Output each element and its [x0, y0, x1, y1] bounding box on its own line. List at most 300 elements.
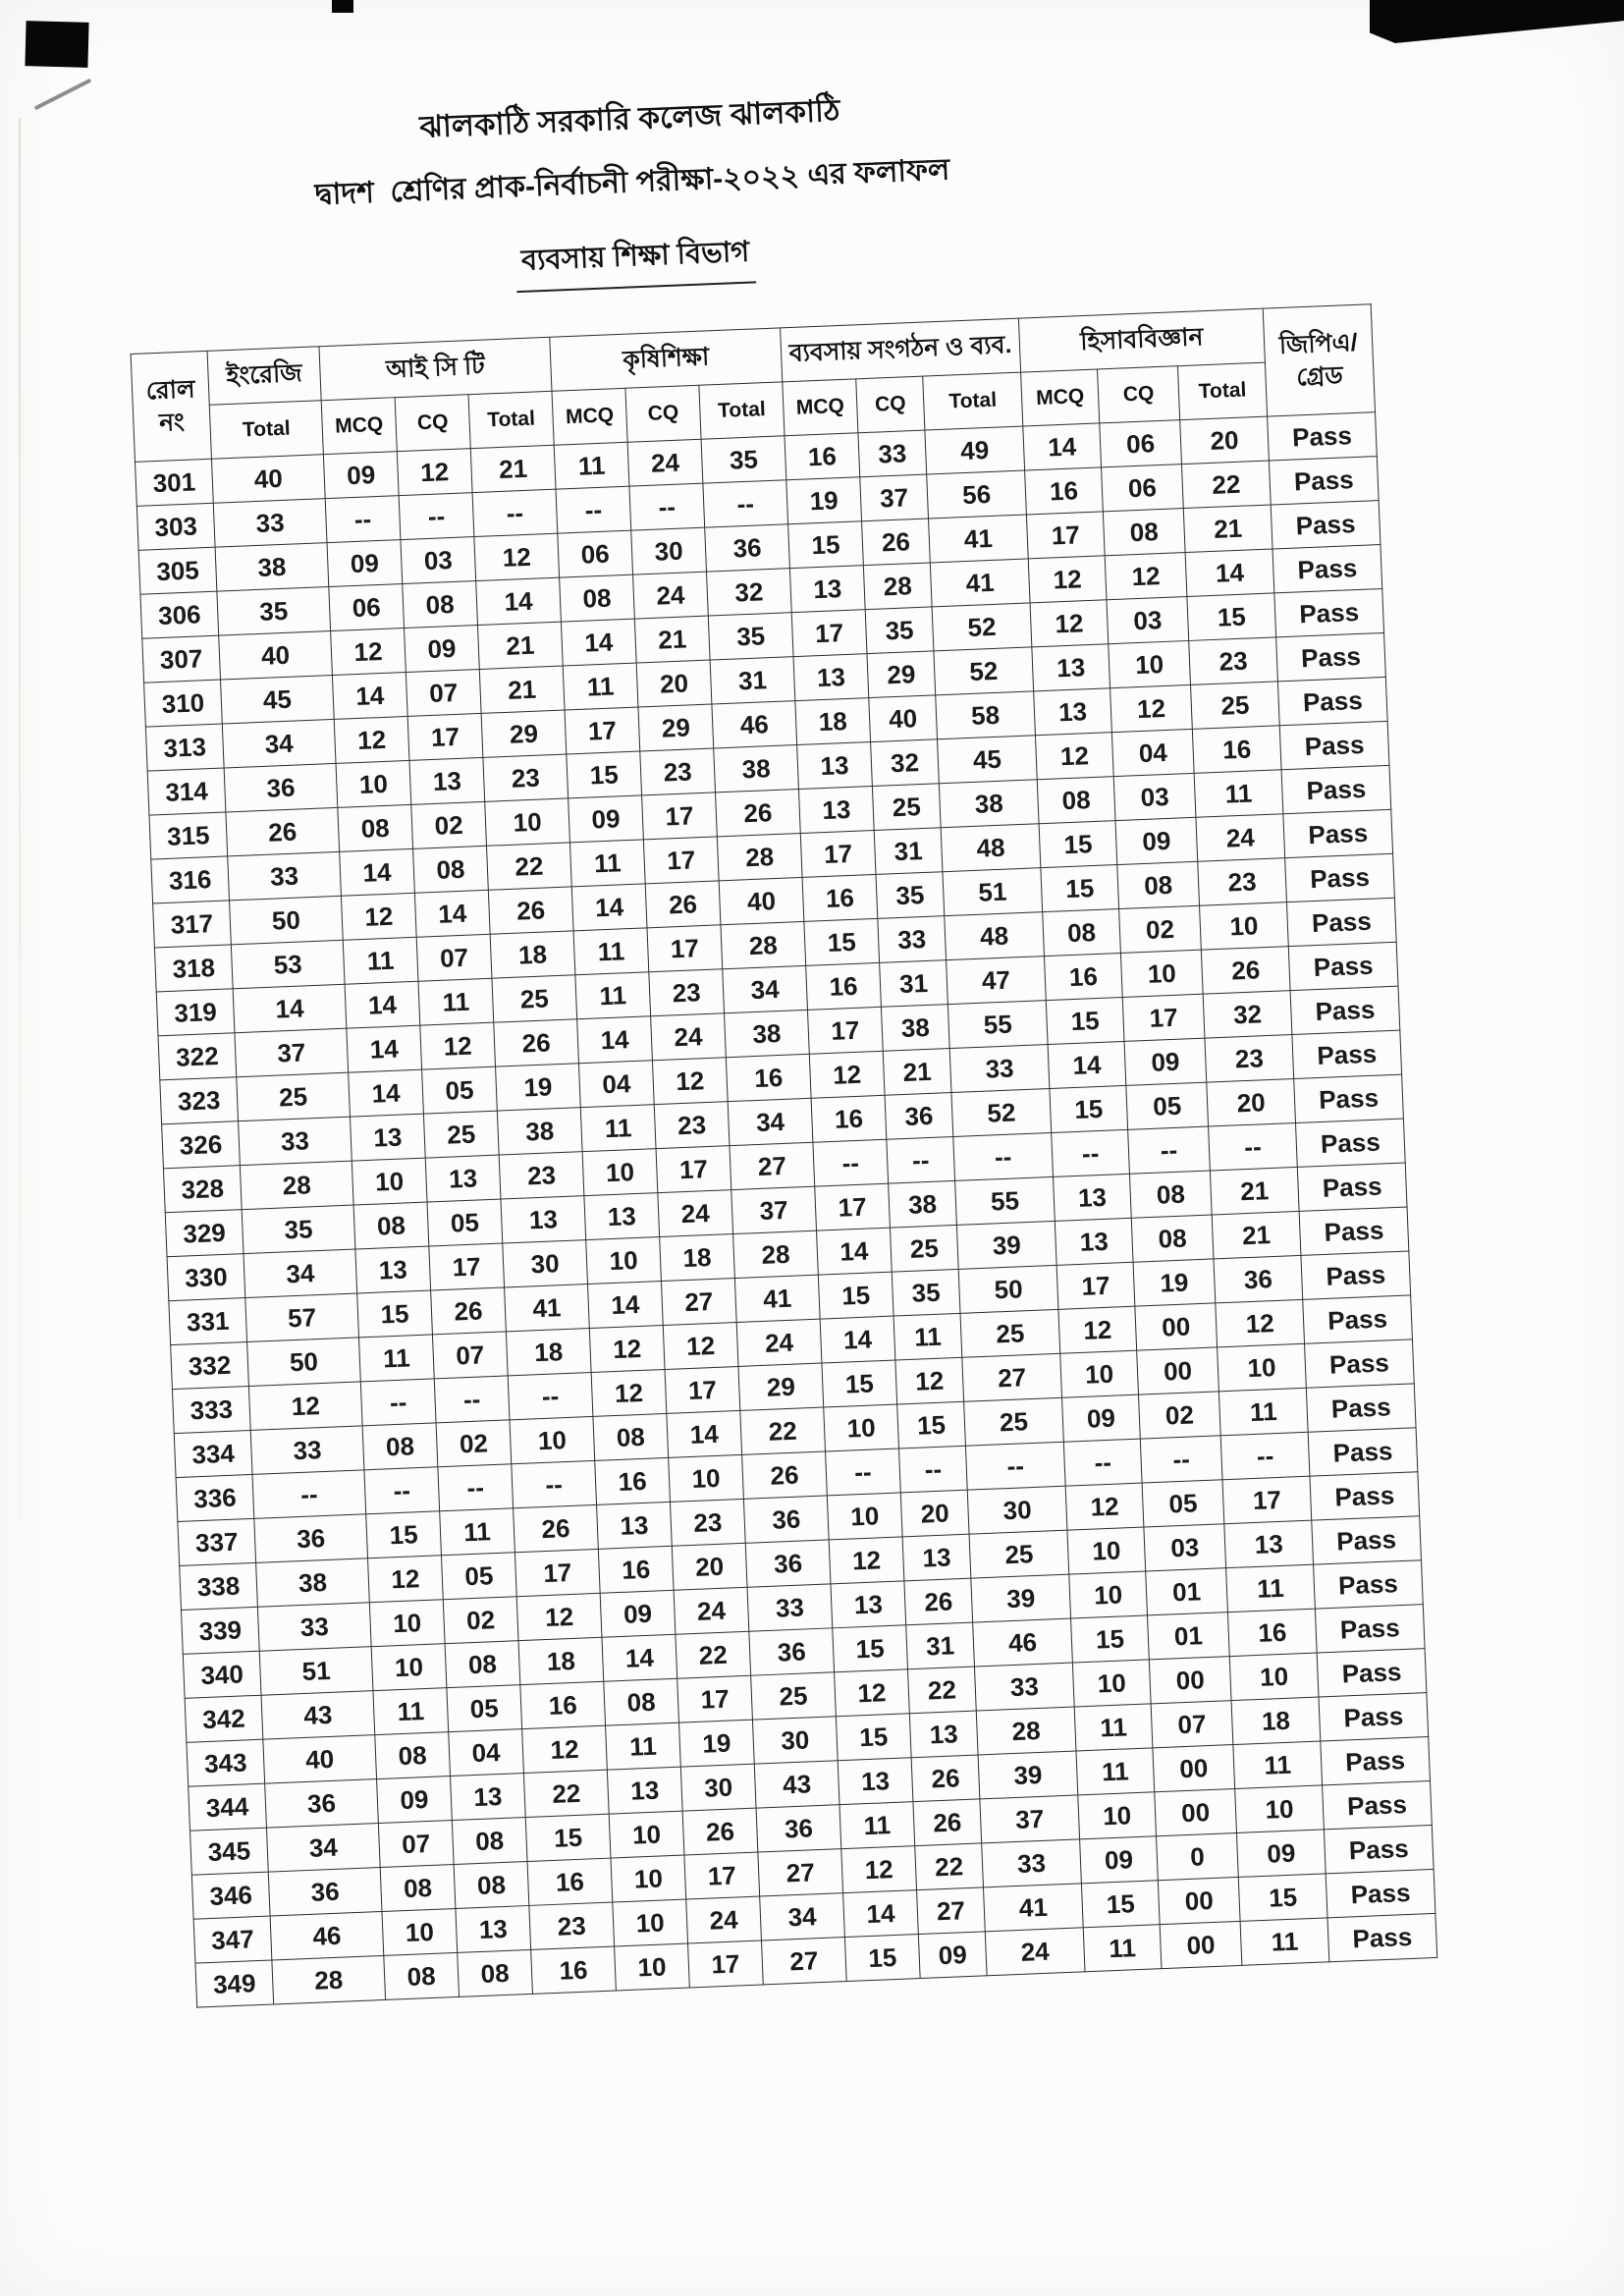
roll-cell: 340 — [183, 1651, 261, 1698]
grade-cell: Pass — [1301, 1251, 1411, 1299]
acc-cq-cell: -- — [1140, 1436, 1222, 1483]
ict-total-cell: 10 — [485, 798, 570, 846]
acc-total-cell: -- — [1220, 1432, 1310, 1480]
grade-cell: Pass — [1279, 721, 1389, 769]
ict-cq-cell: 02 — [436, 1420, 512, 1467]
grade-cell: Pass — [1327, 1913, 1437, 1961]
acc-cq-cell: 0 — [1157, 1832, 1239, 1880]
acc-cq-cell: 08 — [1117, 861, 1200, 908]
ict-mcq-cell: 08 — [380, 1865, 456, 1912]
grade-cell: Pass — [1288, 942, 1398, 990]
agri-total-cell: 31 — [710, 657, 795, 704]
ict-mcq-cell: 12 — [331, 629, 406, 676]
grade-cell: Pass — [1319, 1693, 1429, 1741]
roll-cell: 317 — [153, 901, 232, 948]
acc-total-cell: 11 — [1194, 770, 1283, 818]
bus-total-cell: 25 — [969, 1530, 1069, 1578]
acc-mcq-cell: 10 — [1069, 1571, 1148, 1618]
ict-mcq-cell: 09 — [377, 1777, 453, 1824]
acc-cq-cell: 08 — [1131, 1215, 1214, 1262]
roll-cell: 336 — [176, 1474, 254, 1521]
acc-mcq-cell: 12 — [1028, 556, 1107, 603]
ict-cq-cell: 08 — [413, 846, 489, 893]
agri-cq-cell: -- — [629, 483, 705, 530]
ict-cq-cell: 14 — [414, 890, 490, 937]
english-total-cell: 34 — [244, 1249, 357, 1298]
ict-total-cell: 26 — [514, 1504, 599, 1552]
acc-total-cell: 16 — [1192, 726, 1281, 774]
bus-total-cell: 25 — [960, 1309, 1060, 1357]
roll-cell: 345 — [190, 1828, 269, 1875]
agri-mcq-cell: 11 — [606, 1722, 681, 1770]
ict-cq-cell: 08 — [458, 1949, 533, 1996]
acc-mcq-cell: 13 — [1034, 688, 1112, 736]
roll-cell: 313 — [145, 724, 224, 771]
agri-mcq-cell: 08 — [560, 574, 635, 622]
grade-cell: Pass — [1306, 1384, 1416, 1432]
ict-mcq-cell: 13 — [350, 1114, 425, 1161]
ict-mcq-cell: 14 — [340, 848, 415, 896]
acc-mcq-cell: 12 — [1058, 1306, 1137, 1353]
agri-total-cell: 35 — [701, 436, 786, 483]
acc-cq-cell: 07 — [1151, 1701, 1233, 1748]
acc-total-cell: 11 — [1233, 1741, 1323, 1789]
acc-mcq-header: MCQ — [1021, 369, 1100, 426]
english-total-cell: 36 — [265, 1779, 379, 1829]
ict-mcq-cell: 14 — [345, 981, 420, 1028]
agri-total-cell: 34 — [760, 1893, 845, 1941]
bus-mcq-cell: 13 — [838, 1758, 913, 1805]
ict-total-cell: 22 — [487, 843, 572, 890]
english-total-cell: 34 — [222, 719, 336, 768]
bus-total-cell: -- — [965, 1442, 1065, 1490]
bus-cq-cell: 13 — [902, 1534, 971, 1581]
acc-mcq-cell: 13 — [1054, 1174, 1132, 1221]
ict-cq-cell: 26 — [431, 1287, 507, 1335]
agri-total-cell: 38 — [725, 1010, 810, 1057]
acc-total-cell: 21 — [1183, 505, 1272, 553]
bus-cq-cell: -- — [887, 1136, 955, 1183]
acc-total-cell: 11 — [1218, 1388, 1308, 1436]
ict-cq-cell: 11 — [440, 1508, 515, 1556]
ict-cq-cell: -- — [438, 1464, 514, 1511]
agri-cq-cell: 21 — [634, 616, 710, 663]
ict-mcq-cell: 06 — [329, 584, 405, 631]
group-business-organization: ব্যবসায় সংগঠন ও ব্যব. — [781, 318, 1021, 382]
agri-mcq-cell: 10 — [613, 1899, 688, 1946]
acc-mcq-cell: 10 — [1072, 1660, 1151, 1707]
acc-mcq-cell: 16 — [1025, 467, 1104, 515]
ict-total-cell: 23 — [529, 1902, 615, 1949]
roll-cell: 315 — [149, 812, 228, 859]
acc-total-cell: 20 — [1207, 1079, 1296, 1127]
acc-cq-cell: 00 — [1158, 1877, 1240, 1924]
english-total-cell: 36 — [224, 763, 338, 812]
bus-cq-cell: 38 — [881, 1005, 949, 1052]
grade-cell: Pass — [1271, 501, 1380, 549]
agri-mcq-cell: 12 — [589, 1326, 665, 1373]
agri-mcq-cell: 10 — [611, 1855, 686, 1902]
ict-cq-cell: 12 — [420, 1022, 496, 1069]
scan-artifact-top-middle — [332, 0, 353, 13]
agri-total-cell: 40 — [719, 877, 804, 924]
grade-cell: Pass — [1277, 677, 1387, 725]
agri-mcq-cell: 13 — [597, 1502, 673, 1549]
agri-mcq-header: MCQ — [552, 388, 627, 445]
grade-cell: Pass — [1272, 545, 1382, 593]
agri-total-cell: 36 — [743, 1496, 829, 1543]
english-total-cell: 33 — [257, 1603, 371, 1652]
english-total-cell: 35 — [217, 587, 331, 636]
acc-mcq-cell: 11 — [1076, 1748, 1155, 1795]
ict-total-cell: 21 — [479, 666, 565, 713]
agri-mcq-cell: 09 — [568, 795, 644, 843]
bus-cq-cell: 25 — [890, 1225, 958, 1272]
bus-total-cell: 30 — [967, 1486, 1067, 1534]
ict-mcq-cell: 12 — [334, 716, 409, 763]
agri-mcq-cell: 13 — [584, 1193, 660, 1240]
agri-mcq-cell: 13 — [607, 1767, 682, 1814]
acc-mcq-cell: 16 — [1045, 953, 1123, 1000]
acc-total-cell: 18 — [1231, 1697, 1321, 1745]
bus-total-cell: 52 — [932, 603, 1032, 651]
english-total-cell: 43 — [261, 1691, 375, 1740]
grade-cell: Pass — [1305, 1339, 1415, 1388]
roll-cell: 310 — [144, 680, 223, 727]
bus-cq-cell: 40 — [869, 695, 938, 742]
grade-cell: Pass — [1296, 1119, 1406, 1167]
agri-mcq-cell: 11 — [563, 663, 638, 710]
acc-cq-cell: 00 — [1135, 1303, 1218, 1350]
grade-cell: Pass — [1290, 986, 1400, 1034]
bus-total-cell: 27 — [962, 1353, 1062, 1401]
agri-cq-cell: 24 — [651, 1013, 727, 1061]
english-total-cell: 36 — [254, 1514, 368, 1563]
ict-cq-cell: 04 — [449, 1729, 524, 1777]
ict-total-cell: 25 — [492, 975, 577, 1022]
bus-total-cell: 47 — [947, 957, 1047, 1005]
acc-cq-cell: 03 — [1107, 596, 1189, 643]
grade-cell: Pass — [1292, 1030, 1402, 1078]
section-title: ব্যবসায় শিক্ষা বিভাগ — [514, 229, 756, 293]
ict-total-cell: 29 — [481, 710, 567, 757]
agri-mcq-cell: 14 — [561, 619, 636, 666]
english-total-cell: -- — [252, 1470, 366, 1519]
grade-cell: Pass — [1285, 853, 1395, 902]
roll-cell: 347 — [193, 1916, 272, 1963]
gpa-header-line1: জিপিএ/ — [1278, 328, 1359, 360]
english-total-cell: 33 — [250, 1426, 364, 1475]
ict-cq-cell: 17 — [407, 713, 483, 760]
acc-cq-cell: 01 — [1148, 1613, 1230, 1660]
agri-cq-cell: 22 — [676, 1631, 751, 1678]
ict-mcq-cell: 14 — [349, 1069, 424, 1117]
bus-total-cell: 33 — [949, 1045, 1050, 1093]
english-total-cell: 26 — [226, 807, 340, 856]
acc-cq-cell: 00 — [1137, 1347, 1219, 1394]
grade-cell: Pass — [1326, 1869, 1435, 1917]
acc-total-cell: 15 — [1238, 1874, 1327, 1922]
bus-mcq-cell: 14 — [820, 1316, 895, 1363]
bus-mcq-cell: 12 — [841, 1846, 917, 1893]
agri-mcq-cell: 10 — [615, 1943, 690, 1991]
acc-cq-cell: 12 — [1110, 684, 1193, 732]
agri-total-cell: 22 — [740, 1407, 826, 1454]
scan-artifact-top-left — [25, 21, 88, 68]
agri-mcq-cell: 08 — [593, 1413, 669, 1460]
agri-total-cell: 36 — [749, 1628, 835, 1675]
bus-total-cell: 37 — [980, 1795, 1080, 1843]
ict-total-cell: 12 — [516, 1593, 602, 1640]
roll-cell: 307 — [142, 635, 221, 683]
bus-total-cell: 55 — [947, 1001, 1048, 1049]
ict-total-cell: 21 — [477, 622, 563, 669]
acc-cq-cell: 00 — [1155, 1789, 1237, 1836]
agri-cq-cell: 30 — [680, 1764, 756, 1811]
ict-mcq-cell: -- — [364, 1467, 440, 1514]
acc-total-cell: 25 — [1191, 682, 1280, 730]
roll-cell: 349 — [195, 1960, 274, 2007]
ict-cq-cell: 12 — [397, 449, 472, 496]
ict-mcq-cell: 11 — [359, 1335, 435, 1382]
english-total-cell: 50 — [247, 1338, 361, 1387]
agri-mcq-cell: 10 — [609, 1811, 684, 1858]
acc-cq-cell: 12 — [1105, 553, 1187, 600]
agri-total-cell: 27 — [758, 1849, 843, 1896]
ict-total-cell: -- — [472, 489, 558, 536]
roll-cell: 322 — [158, 1033, 237, 1080]
agri-total-cell: 38 — [714, 745, 799, 793]
bus-cq-cell: 11 — [893, 1313, 962, 1360]
grade-cell: Pass — [1317, 1649, 1427, 1697]
bus-cq-cell: 26 — [911, 1755, 980, 1802]
agri-mcq-cell: 11 — [573, 928, 649, 975]
ict-cq-cell: 05 — [447, 1685, 522, 1732]
english-total-cell: 40 — [219, 631, 333, 681]
grade-cell: Pass — [1274, 589, 1384, 637]
acc-total-cell: 10 — [1229, 1653, 1319, 1701]
acc-mcq-cell: 11 — [1083, 1925, 1162, 1972]
grade-cell: Pass — [1315, 1605, 1425, 1653]
agri-cq-cell: 17 — [647, 925, 723, 972]
grade-cell: Pass — [1310, 1472, 1420, 1520]
acc-total-cell: 12 — [1216, 1299, 1305, 1347]
acc-cq-cell: 03 — [1144, 1524, 1226, 1571]
bus-mcq-cell: 12 — [829, 1537, 904, 1584]
bus-cq-cell: 09 — [918, 1932, 987, 1979]
bus-total-cell: 39 — [971, 1574, 1071, 1622]
acc-mcq-cell: 12 — [1065, 1483, 1144, 1530]
ict-total-cell: -- — [508, 1372, 593, 1419]
acc-mcq-cell: 08 — [1037, 777, 1115, 824]
english-total-cell: 28 — [240, 1161, 353, 1210]
bus-cq-cell: 29 — [867, 651, 936, 698]
agri-mcq-cell: 15 — [567, 751, 642, 798]
agri-total-cell: 35 — [708, 613, 793, 660]
roll-cell: 338 — [180, 1562, 258, 1610]
grade-cell: Pass — [1323, 1781, 1433, 1830]
bus-mcq-cell: 13 — [793, 654, 869, 701]
bus-mcq-cell: 13 — [798, 787, 874, 834]
ict-mcq-cell: 14 — [347, 1025, 422, 1072]
agri-cq-cell: 30 — [631, 527, 707, 574]
grade-cell: Pass — [1308, 1428, 1418, 1476]
agri-cq-cell: 18 — [660, 1234, 735, 1282]
english-total-cell: 14 — [233, 984, 347, 1033]
bus-total-cell: 45 — [938, 736, 1038, 784]
bus-mcq-cell: 16 — [785, 433, 860, 480]
bus-cq-cell: 32 — [871, 739, 940, 787]
agri-mcq-cell: 17 — [565, 707, 640, 754]
ict-total-cell: 18 — [518, 1637, 604, 1684]
bus-mcq-cell: 13 — [789, 566, 865, 613]
acc-mcq-cell: 17 — [1056, 1262, 1135, 1309]
agri-cq-cell: 12 — [652, 1058, 728, 1105]
ict-mcq-cell: 12 — [341, 893, 416, 940]
gpa-header-line2: গ্রেড — [1295, 360, 1344, 391]
acc-mcq-cell: 12 — [1030, 600, 1109, 647]
bus-cq-cell: 37 — [860, 474, 929, 521]
bus-total-cell: 58 — [936, 691, 1036, 739]
ict-total-cell: 26 — [488, 887, 573, 934]
bus-cq-cell: 26 — [904, 1578, 973, 1625]
scan-edge-shadow — [19, 118, 21, 1591]
grade-cell: Pass — [1321, 1737, 1431, 1785]
ict-total-cell: 12 — [474, 533, 560, 580]
acc-mcq-cell: 15 — [1071, 1615, 1150, 1663]
roll-cell: 314 — [147, 768, 226, 815]
ict-total-cell: 22 — [523, 1770, 609, 1817]
acc-cq-cell: 06 — [1102, 465, 1184, 512]
acc-cq-cell: 09 — [1115, 817, 1198, 864]
bus-total-cell: 46 — [973, 1618, 1073, 1667]
acc-cq-cell: 01 — [1146, 1568, 1228, 1615]
acc-total-cell: 21 — [1212, 1211, 1301, 1259]
ict-mcq-cell: -- — [325, 496, 401, 543]
bus-cq-cell: 35 — [876, 872, 945, 919]
acc-total-cell: 24 — [1196, 814, 1285, 862]
ict-total-cell: 26 — [494, 1019, 579, 1066]
grade-cell: Pass — [1283, 809, 1393, 857]
grade-cell: Pass — [1299, 1207, 1409, 1255]
ict-cq-cell: 05 — [441, 1553, 516, 1600]
bus-mcq-cell: 10 — [824, 1404, 899, 1451]
acc-cq-cell: -- — [1128, 1126, 1211, 1174]
agri-cq-cell: 17 — [684, 1852, 760, 1899]
scanned-sheet — [74, 32, 1583, 2009]
ict-mcq-cell: 14 — [332, 672, 407, 719]
ict-cq-cell: 08 — [403, 581, 478, 629]
ict-cq-header: CQ — [395, 395, 470, 452]
group-agriculture: কৃষিশিক্ষা — [550, 328, 783, 391]
agri-mcq-cell: 16 — [595, 1457, 671, 1504]
acc-total-cell: 16 — [1227, 1609, 1317, 1657]
ict-total-cell: 23 — [499, 1152, 584, 1199]
bus-total-cell: 33 — [974, 1663, 1074, 1711]
acc-cq-cell: 10 — [1120, 950, 1203, 997]
agri-cq-cell: 12 — [663, 1322, 738, 1369]
bus-mcq-cell: 17 — [791, 610, 867, 657]
agri-mcq-cell: 11 — [580, 1105, 656, 1152]
acc-mcq-cell: 10 — [1078, 1792, 1157, 1839]
acc-mcq-cell: 10 — [1067, 1527, 1146, 1574]
ict-cq-cell: 17 — [429, 1243, 505, 1290]
acc-mcq-cell: 14 — [1023, 423, 1102, 470]
bus-total-cell: 41 — [929, 515, 1029, 563]
bus-total-cell: 48 — [941, 824, 1041, 872]
bus-mcq-cell: 15 — [833, 1625, 908, 1672]
agri-cq-cell: 20 — [636, 660, 712, 707]
acc-mcq-cell: -- — [1052, 1129, 1130, 1176]
bus-mcq-cell: 15 — [836, 1714, 911, 1761]
agri-mcq-cell: 06 — [558, 530, 633, 577]
agri-cq-cell: 19 — [679, 1720, 755, 1767]
agri-cq-cell: 23 — [670, 1499, 745, 1546]
roll-cell: 337 — [178, 1518, 256, 1565]
english-total-cell: 34 — [266, 1824, 380, 1873]
english-total-cell: 45 — [221, 675, 335, 724]
ict-total-cell: 13 — [501, 1196, 586, 1243]
acc-cq-cell: 19 — [1133, 1259, 1216, 1306]
acc-total-cell: -- — [1209, 1122, 1298, 1171]
roll-cell: 329 — [165, 1210, 244, 1257]
grade-cell: Pass — [1303, 1295, 1413, 1343]
roll-cell: 328 — [163, 1166, 242, 1213]
agri-cq-cell: 10 — [669, 1454, 744, 1502]
agri-mcq-cell: -- — [556, 486, 631, 533]
agri-cq-header: CQ — [625, 385, 701, 442]
agri-cq-cell: 17 — [643, 837, 719, 884]
english-total-cell: 53 — [231, 940, 345, 989]
roll-cell: 332 — [171, 1342, 249, 1390]
acc-cq-cell: 08 — [1129, 1171, 1212, 1218]
ict-mcq-cell: 08 — [362, 1423, 438, 1470]
ict-total-cell: -- — [512, 1460, 597, 1507]
agri-cq-cell: 17 — [656, 1146, 731, 1193]
ict-cq-cell: 08 — [445, 1641, 520, 1688]
college-title: ঝালকাঠি সরকারি কলেজ ঝালকাঠি — [418, 92, 841, 144]
ict-cq-cell: 07 — [416, 934, 492, 981]
roll-cell: 330 — [167, 1254, 245, 1301]
agri-mcq-cell: 11 — [554, 442, 629, 489]
ict-mcq-cell: 12 — [368, 1556, 444, 1603]
bus-cq-cell: 38 — [889, 1180, 957, 1228]
roll-cell: 331 — [169, 1298, 247, 1345]
roll-cell: 334 — [174, 1430, 252, 1477]
bus-cq-cell: 26 — [862, 519, 931, 566]
bus-mcq-cell: 16 — [806, 962, 882, 1010]
agri-total-cell: 26 — [716, 790, 801, 837]
agri-mcq-cell: 11 — [575, 972, 651, 1019]
ict-total-cell: 12 — [522, 1725, 608, 1773]
ict-mcq-cell: 13 — [355, 1246, 431, 1293]
agri-cq-cell: 24 — [627, 439, 703, 486]
roll-cell: 326 — [162, 1121, 241, 1169]
ict-total-cell: 10 — [510, 1416, 595, 1463]
grade-cell: Pass — [1312, 1516, 1422, 1564]
acc-mcq-cell: 09 — [1062, 1394, 1141, 1442]
bus-total-cell: 41 — [983, 1884, 1083, 1932]
ict-cq-cell: 11 — [418, 978, 494, 1025]
acc-total-cell: 23 — [1205, 1035, 1294, 1083]
bus-total-cell: 25 — [964, 1397, 1064, 1446]
ict-total-cell: 18 — [506, 1329, 591, 1376]
agri-total-cell: 25 — [751, 1672, 837, 1720]
english-total-cell: 25 — [237, 1072, 351, 1121]
ict-cq-cell: -- — [434, 1376, 510, 1423]
english-total-cell: 40 — [263, 1735, 377, 1784]
bus-mcq-cell: 14 — [817, 1228, 893, 1275]
